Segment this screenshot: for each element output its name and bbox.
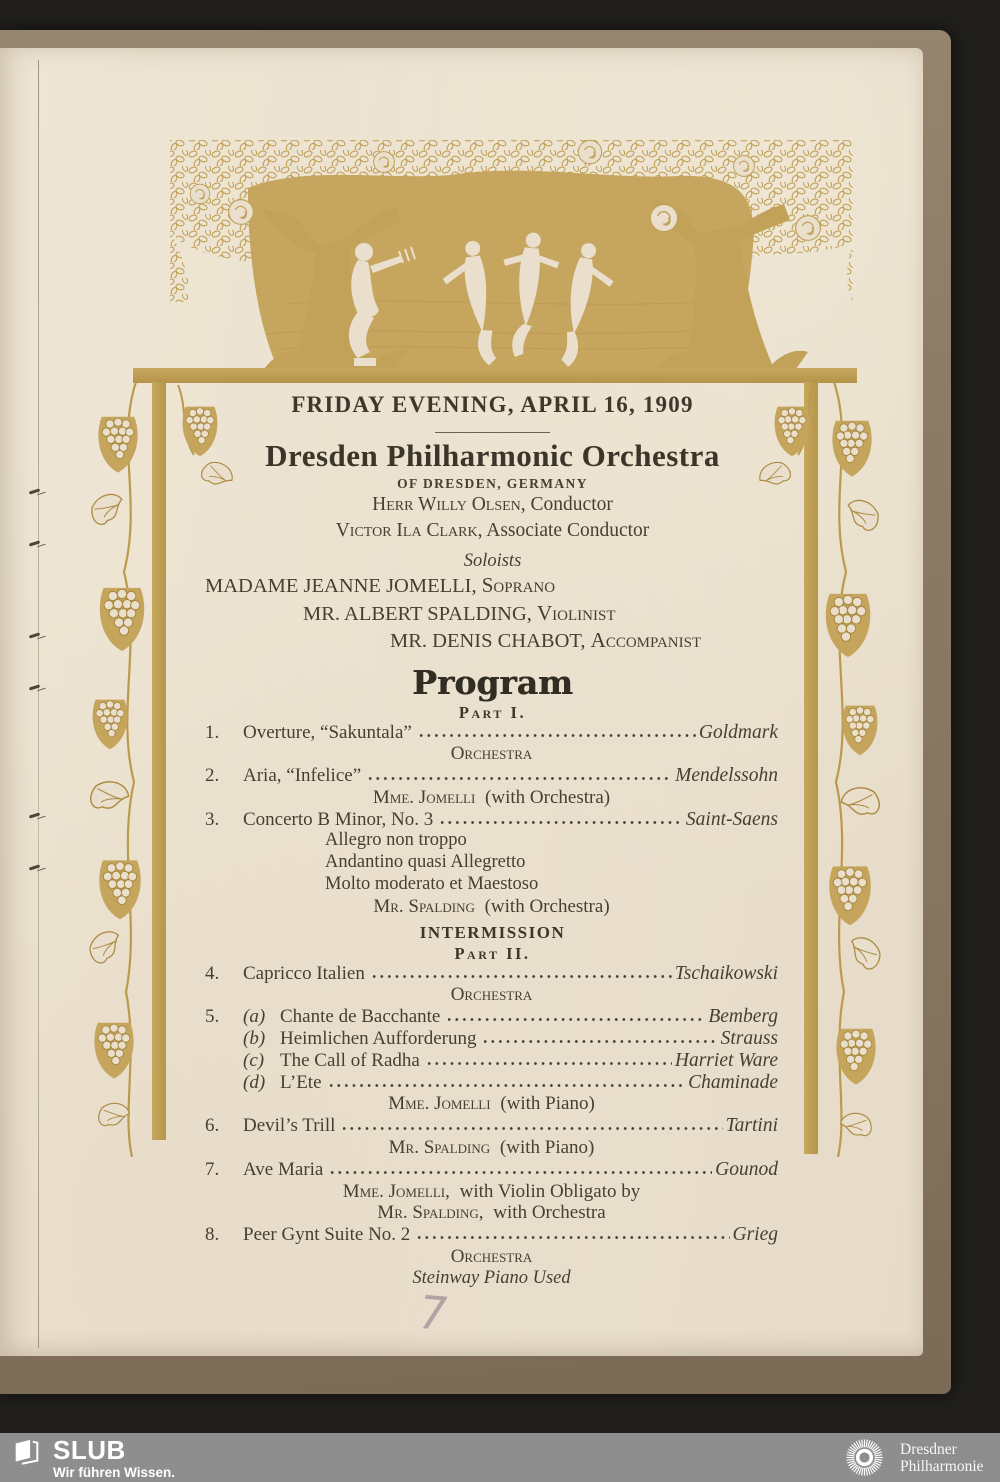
- dot-leader: [330, 1170, 712, 1175]
- movement-line: Andantino quasi Allegretto: [325, 852, 526, 873]
- program-subitem: (d) L’Ete Chaminade: [243, 1071, 778, 1093]
- movement-line: Allegro non troppo: [325, 830, 467, 851]
- rose-icon: [190, 184, 210, 204]
- grapevine-border-right: [816, 382, 894, 1157]
- piano-footnote: Steinway Piano Used: [412, 1267, 571, 1288]
- dot-leader: [368, 776, 672, 781]
- program-item: 7. Ave Maria Gounod: [205, 1158, 778, 1180]
- performer-line: Mr. Spalding (with Orchestra): [373, 895, 610, 917]
- rose-icon: [796, 216, 821, 241]
- slub-tagline: Wir führen Wissen.: [53, 1465, 176, 1480]
- program-subitem: 5. (a) Chante de Bacchante Bemberg: [205, 1006, 778, 1028]
- movement-line: Molto moderato et Maestoso: [325, 874, 539, 895]
- frame-left-bar: [152, 382, 166, 1140]
- rose-icon: [734, 156, 755, 177]
- conductor-line: Victor Ila Clark, Associate Conductor: [335, 520, 650, 541]
- program-subitem: (b) Heimlichen Aufforderung Strauss: [243, 1028, 778, 1050]
- program-list: [165, 963, 820, 1290]
- program-subitem: (c) The Call of Radha Harriet Ware: [243, 1049, 778, 1071]
- dot-leader: [372, 974, 672, 979]
- dot-leader: [440, 820, 683, 825]
- soloists-heading: Soloists: [463, 551, 522, 571]
- header-illustration: [96, 134, 870, 380]
- program-list: [165, 722, 820, 918]
- rose-icon: [650, 204, 677, 231]
- program-item: 2. Aria, “Infelice” Mendelssohn: [205, 765, 778, 787]
- philharmonie-line1: Dresdner: [900, 1440, 957, 1458]
- dot-leader: [419, 733, 696, 738]
- performer-line: Mme. Jomelli (with Orchestra): [372, 786, 611, 808]
- dot-leader: [427, 1061, 672, 1066]
- performer-line: Orchestra: [450, 743, 533, 765]
- date-line: FRIDAY EVENING, APRIL 16, 1909: [291, 392, 694, 417]
- program-item: 8. Peer Gynt Suite No. 2 Grieg: [205, 1224, 778, 1246]
- slub-book-icon: [13, 1439, 40, 1466]
- orchestra-name: Dresden Philharmonic Orchestra: [265, 438, 720, 473]
- rose-icon: [578, 140, 601, 163]
- program-text-column: [165, 390, 820, 1290]
- orchestra-origin: OF DRESDEN, GERMANY: [397, 476, 588, 491]
- performer-line: Mr. Spalding, with Orchestra: [377, 1202, 606, 1224]
- dot-leader: [417, 1235, 729, 1240]
- dot-leader: [447, 1017, 705, 1022]
- soloist-line: MADAME JEANNE JOMELLI, Soprano: [205, 573, 556, 597]
- grapevine-border-left: [76, 382, 154, 1157]
- binding-crease: [38, 60, 39, 1348]
- slub-wordmark: SLUB: [53, 1435, 126, 1465]
- performer-line: Orchestra: [450, 1246, 533, 1268]
- soloist-line: MR. DENIS CHABOT, Accompanist: [390, 628, 702, 652]
- slub-logo: [13, 1437, 175, 1480]
- philharmonie-line2: Philharmonie: [900, 1457, 984, 1475]
- intermission-label: INTERMISSION: [419, 922, 566, 942]
- program-item: 4. Capricco Italien Tschaikowski: [205, 962, 778, 984]
- conductor-line: Herr Willy Olsen, Conductor: [372, 494, 613, 515]
- dot-leader: [342, 1126, 722, 1131]
- rose-icon: [229, 200, 254, 225]
- program-page: [0, 48, 923, 1356]
- program-item: 6. Devil’s Trill Tartini: [205, 1115, 778, 1137]
- dresdner-philharmonie-logo: [843, 1436, 984, 1479]
- program-item: 3. Concerto B Minor, No. 3 Saint-Saens: [205, 808, 778, 830]
- rose-icon: [374, 152, 395, 173]
- performer-line: Mme. Jomelli (with Piano): [388, 1093, 595, 1115]
- performer-line: Mr. Spalding (with Piano): [388, 1137, 595, 1159]
- dot-leader: [483, 1039, 717, 1044]
- starburst-icon: [843, 1436, 886, 1479]
- handwritten-page-number: 7: [411, 1285, 454, 1341]
- program-item: 1. Overture, “Sakuntala” Goldmark: [205, 721, 778, 743]
- dot-leader: [329, 1083, 686, 1088]
- part1-label: Part I.: [458, 702, 527, 722]
- program-title: Program: [412, 662, 573, 702]
- performer-line: Orchestra: [450, 984, 533, 1006]
- soloist-line: MR. ALBERT SPALDING, Violinist: [303, 600, 616, 625]
- performer-line: Mme. Jomelli, with Violin Obligato by: [342, 1180, 641, 1202]
- part2-label: Part II.: [454, 943, 531, 963]
- footer-watermark-bar: [0, 1433, 1000, 1482]
- separator-rule: [435, 432, 550, 433]
- frame-lintel: [133, 368, 857, 383]
